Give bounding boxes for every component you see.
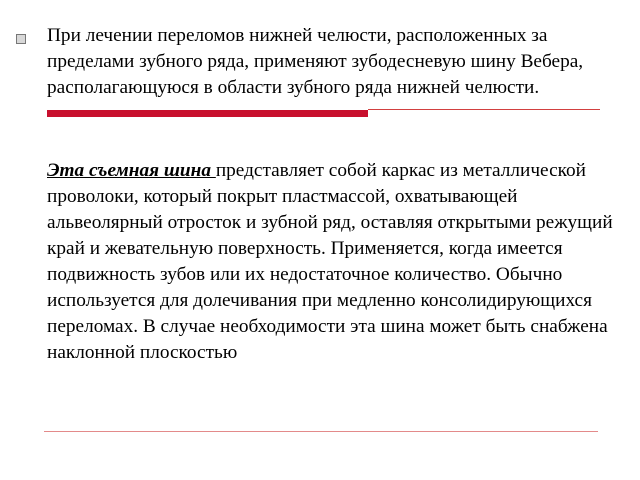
paragraph-intro: При лечении переломов нижней челюсти, расположенных за пределами зубного ряда, применяют зубодесневую шину Вебера, располагающуюся в области зубного ряда нижней челюсти. (47, 25, 584, 98)
accent-rule (368, 109, 600, 110)
square-bullet-icon (16, 34, 26, 44)
accent-bar (47, 110, 368, 117)
paragraph-description (47, 158, 622, 366)
emphasized-term: Эта съемная шина (47, 160, 216, 181)
paragraph-description-text: представляет собой каркас из металлической проволоки, который покрыт пластмассой, охватывающей альвеолярный отросток и зубной ряд, оставляя открытыми режущий край и жевательную поверхность. Применяется, когда имеется подвижность зубов или их недостаточное количество. Обычно используется для долечивания при медленно консолидирующихся переломах. В случае необходимости эта шина может быть снабжена наклонной плоскостью (47, 160, 613, 363)
bottom-divider (44, 431, 598, 432)
